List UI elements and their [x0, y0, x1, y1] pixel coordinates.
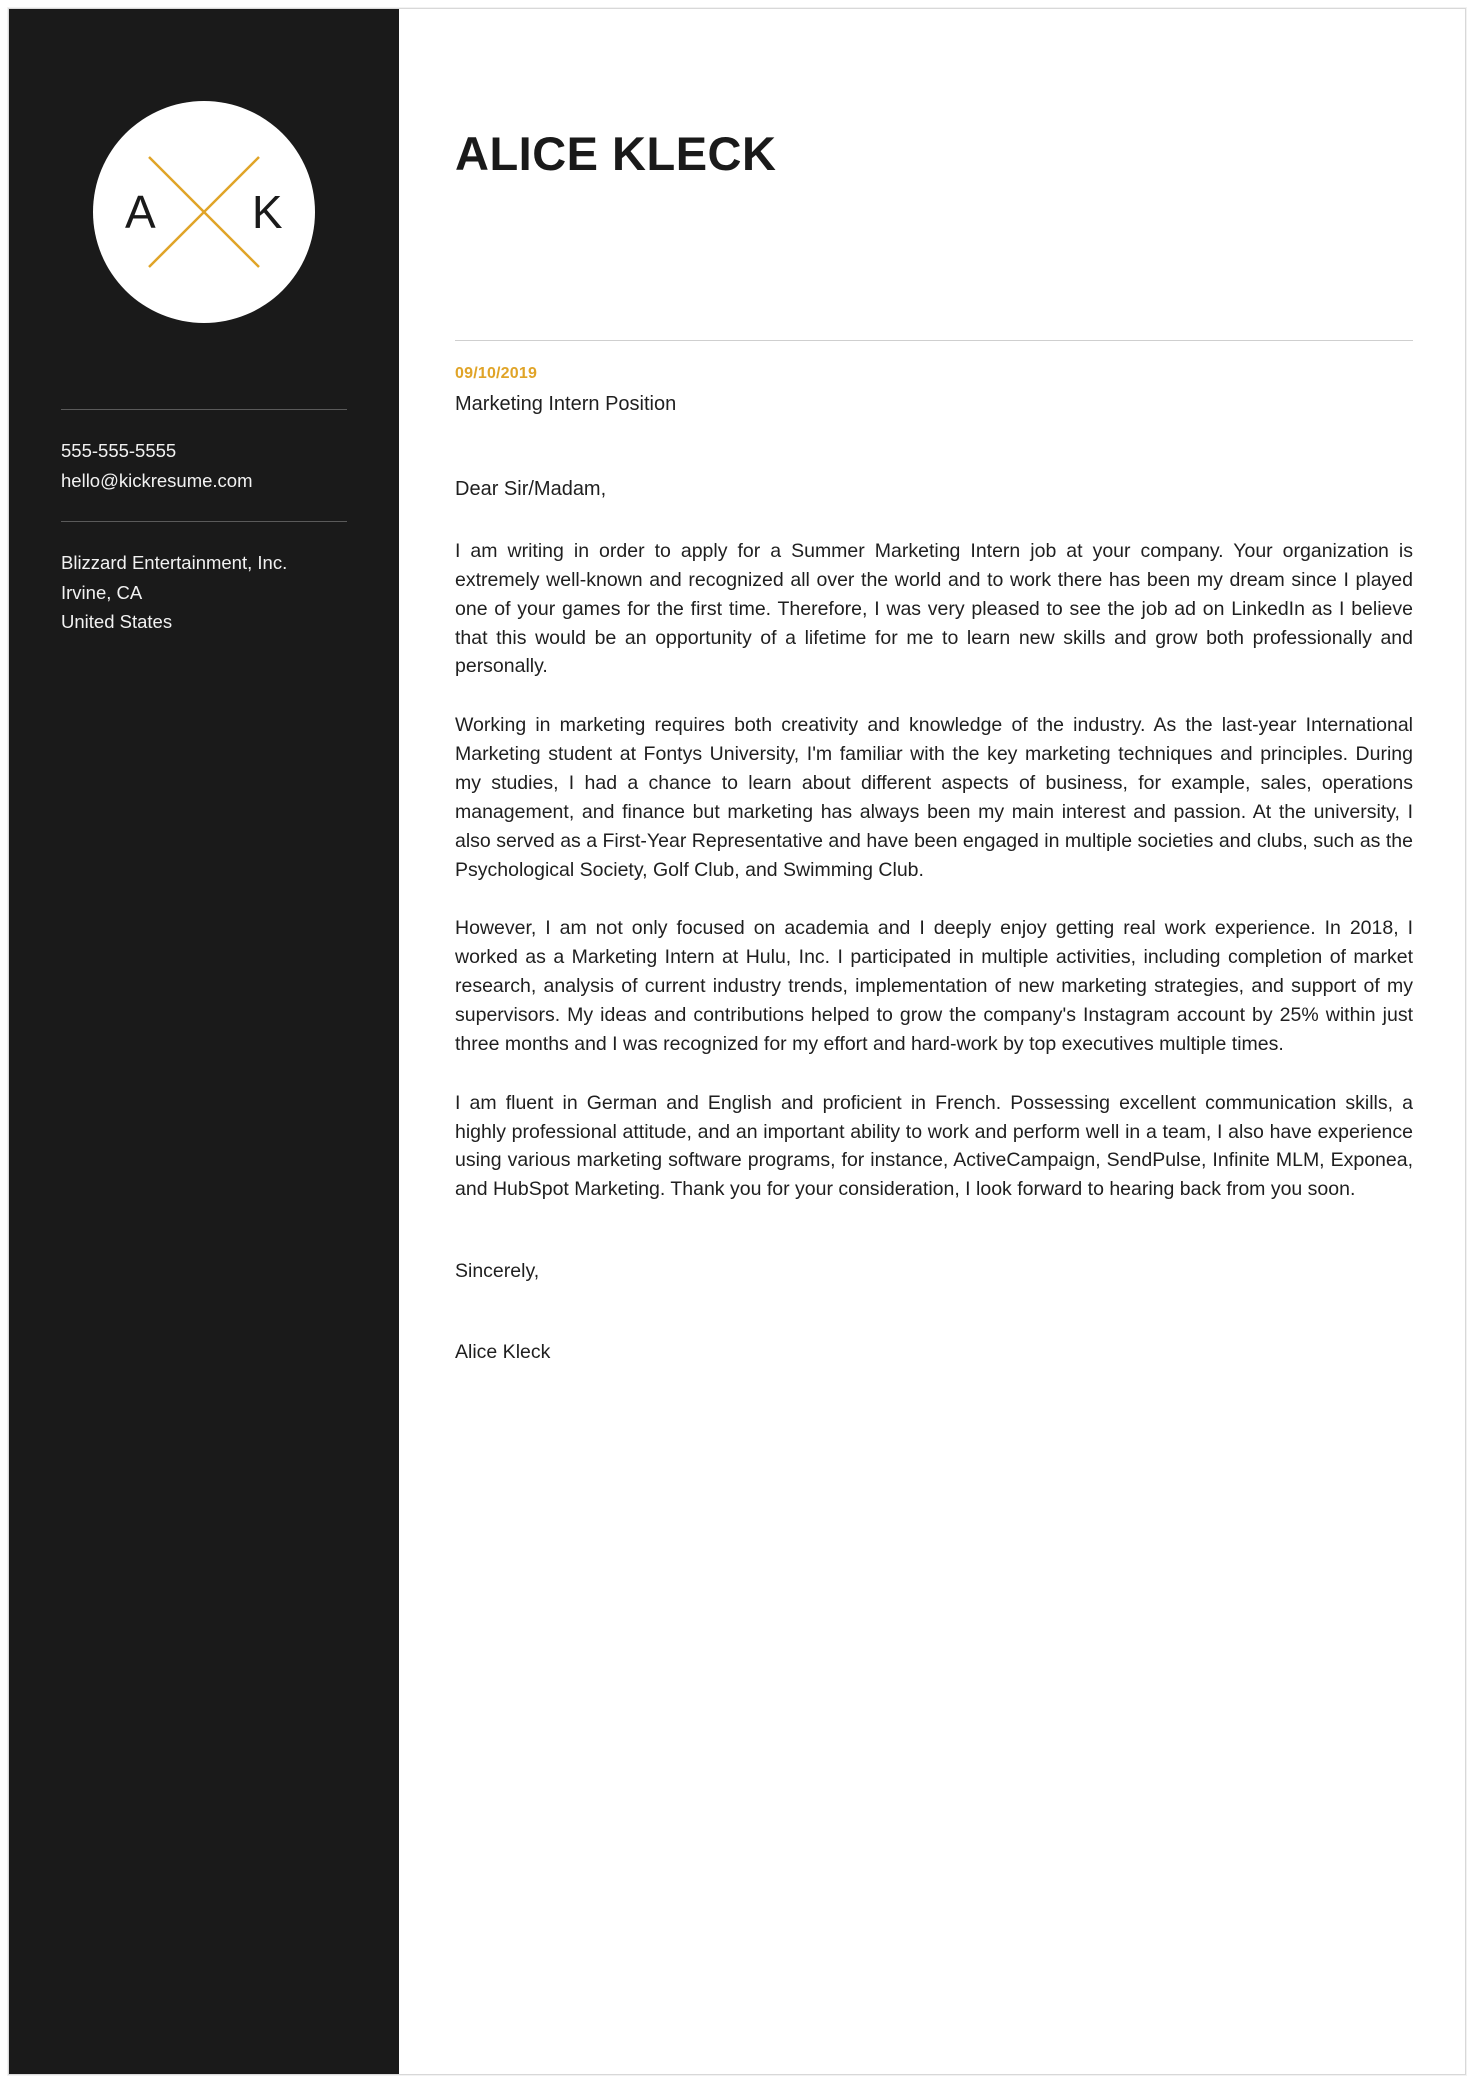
letter-body	[399, 9, 1465, 2074]
letter-closing: Sincerely,	[455, 1260, 540, 1283]
page-title: ALICE KLECK	[455, 127, 777, 180]
sidebar	[9, 9, 399, 2074]
letter-position: Marketing Intern Position	[455, 393, 677, 415]
letter-signature: Alice Kleck	[455, 1341, 551, 1364]
contact-block	[9, 410, 399, 521]
header-rule	[455, 340, 1413, 341]
monogram-right-initial: K	[251, 186, 283, 238]
document-sheet	[8, 8, 1466, 2075]
letter-date: 09/10/2019	[455, 365, 538, 382]
recipient-block	[9, 522, 399, 637]
letter-paragraph: However, I am not only focused on academia and I deeply enjoy getting real work experience. In 2018, I worked as a Marketing Intern at Hulu, Inc. I participated in multiple activities, including completion of market research, analysis of current industry trends, implementation of new marketing strategies, and support of my supervisors. My ideas and contributions helped to grow the company's Instagram account by 25% within just three months and I was recognized for my effort and hard-work by top executives multiple times.	[455, 917, 1413, 1055]
x-cross-icon	[145, 153, 263, 271]
monogram-logo	[93, 101, 315, 323]
contact-phone: 555-555-5555	[61, 440, 177, 461]
recipient-country: United States	[61, 611, 173, 633]
recipient-city: Irvine, CA	[61, 581, 143, 603]
logo-container	[9, 9, 399, 323]
letter-paragraph: Working in marketing requires both creativity and knowledge of the industry. As the last-year International Marketing student at Fontys University, I'm familiar with the key marketing techniques and principles. During my studies, I had a chance to learn about different aspects of business, for example, sales, operations management, and finance but marketing has always been my main interest and passion. At the university, I also served as a First-Year Representative and have been engaged in multiple societies and clubs, such as the Psychological Society, Golf Club, and Swimming Club.	[455, 714, 1413, 881]
contact-email[interactable]: hello@kickresume.com	[61, 469, 253, 491]
letter-salutation: Dear Sir/Madam,	[455, 478, 607, 500]
letter-paragraph: I am writing in order to apply for a Summer Marketing Intern job at your company. Your organization is extremely well-known and recognized all over the world and to work there has been my dream since I played one of your games for the first time. Therefore, I was very pleased to see the job ad on LinkedIn as I believe that this would be an opportunity of a lifetime for me to learn new skills and grow both professionally and personally.	[455, 540, 1413, 678]
monogram-left-initial: A	[125, 186, 157, 238]
letter-paragraph: I am fluent in German and English and proficient in French. Possessing excellent communication skills, a highly professional attitude, and an important ability to work and perform well in a team, I also have experience using various marketing software programs, for instance, ActiveCampaign, SendPulse, Infinite MLM, Exponea, and HubSpot Marketing. Thank you for your consideration, I look forward to hearing back from you soon.	[455, 1091, 1413, 1201]
recipient-company: Blizzard Entertainment, Inc.	[61, 552, 288, 574]
